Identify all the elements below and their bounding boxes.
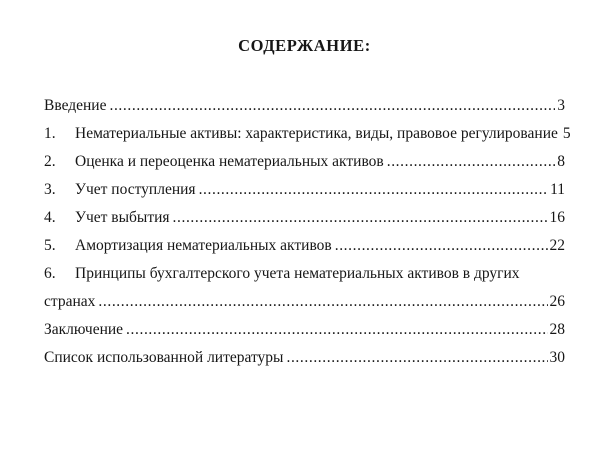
dot-leader xyxy=(387,148,556,176)
toc-entry-number: 3. xyxy=(44,181,56,198)
toc-entry-label: Оценка и переоценка нематериальных активов xyxy=(75,153,384,170)
toc-entry[interactable] xyxy=(44,316,565,344)
toc-entry-label: Учет поступления xyxy=(75,181,196,198)
toc-entry-label: Учет выбытия xyxy=(75,209,170,226)
toc-entry[interactable] xyxy=(44,260,565,288)
toc-entry-page: 11 xyxy=(550,181,565,198)
toc-entry-number: 1. xyxy=(44,125,56,142)
toc-entry[interactable] xyxy=(44,176,565,204)
toc-entry-number: 6. xyxy=(44,265,56,282)
toc-entry-label: Заключение xyxy=(44,321,124,338)
toc-entry-label: Принципы бухгалтерского учета нематериальных активов в других xyxy=(75,265,520,282)
toc-entry[interactable] xyxy=(44,232,565,260)
toc-entry-page: 5 xyxy=(562,125,571,142)
dot-leader xyxy=(126,316,547,344)
toc-entry-number: 4. xyxy=(44,209,56,226)
toc-entry-label: Список использованной литературы xyxy=(44,349,284,366)
toc-entry[interactable] xyxy=(44,288,565,316)
toc-entry-number: 5. xyxy=(44,237,56,254)
toc-entry-label: Амортизация нематериальных активов xyxy=(75,237,332,254)
toc-entry-page: 28 xyxy=(549,321,565,338)
toc-entry[interactable] xyxy=(44,148,565,176)
dot-leader xyxy=(98,288,547,316)
toc-entry[interactable] xyxy=(44,344,565,372)
toc-entry-page: 30 xyxy=(549,349,565,366)
toc-entry-page: 22 xyxy=(549,237,565,254)
toc-entry[interactable] xyxy=(44,120,571,148)
toc-entry-label: странах xyxy=(44,293,96,310)
page-title: СОДЕРЖАНИЕ: xyxy=(238,36,371,55)
toc-entry[interactable] xyxy=(44,204,565,232)
dot-leader xyxy=(109,92,555,120)
toc-entry-label: Введение xyxy=(44,97,107,114)
dot-leader xyxy=(335,232,548,260)
toc-entry-label: Нематериальные активы: характеристика, виды, правовое регулирование xyxy=(75,125,558,142)
toc-list xyxy=(44,92,571,372)
dot-leader xyxy=(199,176,549,204)
toc-entry[interactable] xyxy=(44,92,565,120)
dot-leader xyxy=(173,204,548,232)
toc-entry-page: 3 xyxy=(557,97,565,114)
toc-entry-number: 2. xyxy=(44,153,56,170)
toc-entry-page: 26 xyxy=(549,293,565,310)
dot-leader xyxy=(286,344,547,372)
toc-entry-page: 8 xyxy=(557,153,565,170)
toc-entry-page: 16 xyxy=(549,209,565,226)
